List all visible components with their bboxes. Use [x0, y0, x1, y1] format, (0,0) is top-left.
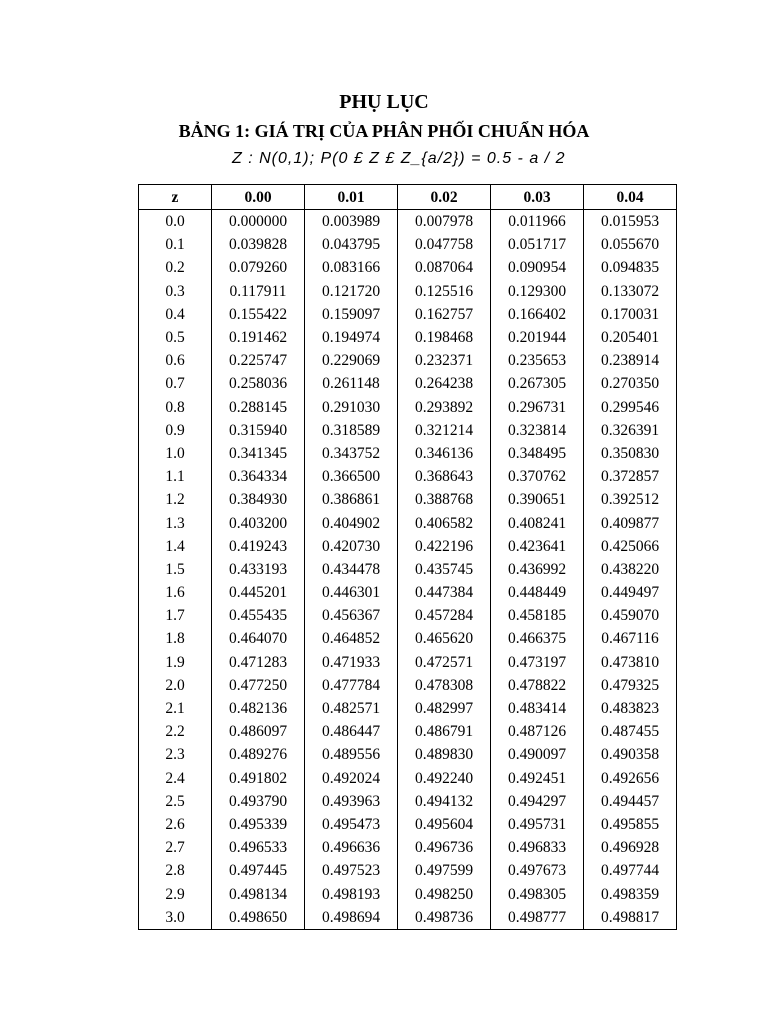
- probability-cell: 0.479325: [584, 674, 677, 697]
- probability-cell: 0.496736: [398, 836, 491, 859]
- probability-cell: 0.492240: [398, 767, 491, 790]
- probability-cell: 0.482571: [305, 697, 398, 720]
- column-header: z: [139, 185, 212, 210]
- table-row: [139, 813, 677, 836]
- z-value-cell: 1.1: [139, 465, 212, 488]
- probability-cell: 0.270350: [584, 372, 677, 395]
- probability-cell: 0.495731: [491, 813, 584, 836]
- probability-cell: 0.472571: [398, 651, 491, 674]
- probability-cell: 0.039828: [212, 233, 305, 256]
- probability-cell: 0.015953: [584, 210, 677, 234]
- table-row: [139, 581, 677, 604]
- probability-cell: 0.464852: [305, 627, 398, 650]
- probability-cell: 0.483823: [584, 697, 677, 720]
- probability-cell: 0.350830: [584, 442, 677, 465]
- probability-cell: 0.229069: [305, 349, 398, 372]
- probability-cell: 0.406582: [398, 511, 491, 534]
- z-value-cell: 0.8: [139, 396, 212, 419]
- probability-cell: 0.491802: [212, 767, 305, 790]
- probability-cell: 0.483414: [491, 697, 584, 720]
- probability-cell: 0.094835: [584, 256, 677, 279]
- probability-cell: 0.458185: [491, 604, 584, 627]
- probability-cell: 0.465620: [398, 627, 491, 650]
- probability-cell: 0.133072: [584, 280, 677, 303]
- probability-cell: 0.386861: [305, 488, 398, 511]
- z-value-cell: 0.3: [139, 280, 212, 303]
- probability-cell: 0.051717: [491, 233, 584, 256]
- table-row: [139, 743, 677, 766]
- table-body: [139, 210, 677, 930]
- probability-cell: 0.490097: [491, 743, 584, 766]
- probability-cell: 0.438220: [584, 558, 677, 581]
- probability-cell: 0.457284: [398, 604, 491, 627]
- probability-cell: 0.494297: [491, 790, 584, 813]
- table-row: [139, 767, 677, 790]
- probability-cell: 0.348495: [491, 442, 584, 465]
- z-value-cell: 1.6: [139, 581, 212, 604]
- probability-cell: 0.370762: [491, 465, 584, 488]
- probability-cell: 0.482136: [212, 697, 305, 720]
- z-value-cell: 1.7: [139, 604, 212, 627]
- probability-cell: 0.404902: [305, 511, 398, 534]
- probability-cell: 0.055670: [584, 233, 677, 256]
- probability-cell: 0.487126: [491, 720, 584, 743]
- probability-cell: 0.315940: [212, 419, 305, 442]
- probability-cell: 0.420730: [305, 535, 398, 558]
- normal-distribution-table: [138, 184, 677, 930]
- table-caption: BẢNG 1: GIÁ TRỊ CỦA PHÂN PHỐI CHUẨN HÓA: [178, 121, 590, 141]
- probability-cell: 0.466375: [491, 627, 584, 650]
- probability-cell: 0.498777: [491, 906, 584, 930]
- table-row: [139, 488, 677, 511]
- probability-cell: 0.477784: [305, 674, 398, 697]
- probability-cell: 0.498694: [305, 906, 398, 930]
- probability-cell: 0.496533: [212, 836, 305, 859]
- probability-cell: 0.384930: [212, 488, 305, 511]
- table-row: [139, 349, 677, 372]
- z-value-cell: 1.0: [139, 442, 212, 465]
- z-value-cell: 2.2: [139, 720, 212, 743]
- probability-cell: 0.493963: [305, 790, 398, 813]
- probability-cell: 0.473810: [584, 651, 677, 674]
- column-header: 0.00: [212, 185, 305, 210]
- probability-cell: 0.326391: [584, 419, 677, 442]
- table-row: [139, 627, 677, 650]
- column-header: 0.02: [398, 185, 491, 210]
- probability-cell: 0.435745: [398, 558, 491, 581]
- probability-cell: 0.492024: [305, 767, 398, 790]
- probability-cell: 0.011966: [491, 210, 584, 234]
- probability-cell: 0.170031: [584, 303, 677, 326]
- probability-cell: 0.205401: [584, 326, 677, 349]
- probability-cell: 0.232371: [398, 349, 491, 372]
- table-row: [139, 604, 677, 627]
- probability-cell: 0.129300: [491, 280, 584, 303]
- probability-cell: 0.422196: [398, 535, 491, 558]
- z-value-cell: 2.9: [139, 882, 212, 905]
- probability-cell: 0.341345: [212, 442, 305, 465]
- probability-cell: 0.489556: [305, 743, 398, 766]
- probability-cell: 0.366500: [305, 465, 398, 488]
- probability-cell: 0.445201: [212, 581, 305, 604]
- probability-cell: 0.498193: [305, 882, 398, 905]
- probability-cell: 0.419243: [212, 535, 305, 558]
- probability-cell: 0.486791: [398, 720, 491, 743]
- probability-cell: 0.261148: [305, 372, 398, 395]
- table-row: [139, 720, 677, 743]
- z-value-cell: 1.3: [139, 511, 212, 534]
- probability-cell: 0.498250: [398, 882, 491, 905]
- probability-cell: 0.117911: [212, 280, 305, 303]
- probability-cell: 0.423641: [491, 535, 584, 558]
- z-value-cell: 0.6: [139, 349, 212, 372]
- z-value-cell: 2.3: [139, 743, 212, 766]
- probability-cell: 0.495473: [305, 813, 398, 836]
- probability-cell: 0.403200: [212, 511, 305, 534]
- page-title: PHỤ LỤC: [339, 91, 429, 113]
- table-row: [139, 419, 677, 442]
- probability-cell: 0.267305: [491, 372, 584, 395]
- probability-cell: 0.471933: [305, 651, 398, 674]
- probability-cell: 0.000000: [212, 210, 305, 234]
- probability-cell: 0.496928: [584, 836, 677, 859]
- probability-cell: 0.364334: [212, 465, 305, 488]
- probability-cell: 0.467116: [584, 627, 677, 650]
- table-row: [139, 836, 677, 859]
- probability-cell: 0.459070: [584, 604, 677, 627]
- probability-cell: 0.388768: [398, 488, 491, 511]
- probability-cell: 0.191462: [212, 326, 305, 349]
- probability-cell: 0.043795: [305, 233, 398, 256]
- probability-cell: 0.498134: [212, 882, 305, 905]
- z-value-cell: 1.9: [139, 651, 212, 674]
- table-row: [139, 674, 677, 697]
- probability-cell: 0.498359: [584, 882, 677, 905]
- table-row: [139, 442, 677, 465]
- z-value-cell: 1.8: [139, 627, 212, 650]
- probability-cell: 0.258036: [212, 372, 305, 395]
- z-value-cell: 2.4: [139, 767, 212, 790]
- probability-cell: 0.496636: [305, 836, 398, 859]
- probability-cell: 0.486097: [212, 720, 305, 743]
- probability-cell: 0.087064: [398, 256, 491, 279]
- probability-cell: 0.478822: [491, 674, 584, 697]
- z-value-cell: 2.1: [139, 697, 212, 720]
- table-row: [139, 558, 677, 581]
- table-row: [139, 303, 677, 326]
- table-row: [139, 210, 677, 234]
- probability-cell: 0.471283: [212, 651, 305, 674]
- probability-cell: 0.323814: [491, 419, 584, 442]
- table-row: [139, 326, 677, 349]
- z-value-cell: 1.2: [139, 488, 212, 511]
- probability-cell: 0.489830: [398, 743, 491, 766]
- z-value-cell: 0.0: [139, 210, 212, 234]
- probability-cell: 0.434478: [305, 558, 398, 581]
- probability-cell: 0.162757: [398, 303, 491, 326]
- z-value-cell: 0.9: [139, 419, 212, 442]
- z-value-cell: 0.7: [139, 372, 212, 395]
- probability-cell: 0.478308: [398, 674, 491, 697]
- table-row: [139, 535, 677, 558]
- z-value-cell: 2.0: [139, 674, 212, 697]
- probability-cell: 0.047758: [398, 233, 491, 256]
- probability-cell: 0.293892: [398, 396, 491, 419]
- probability-cell: 0.447384: [398, 581, 491, 604]
- probability-cell: 0.155422: [212, 303, 305, 326]
- probability-cell: 0.493790: [212, 790, 305, 813]
- z-value-cell: 1.5: [139, 558, 212, 581]
- probability-cell: 0.296731: [491, 396, 584, 419]
- probability-cell: 0.007978: [398, 210, 491, 234]
- probability-cell: 0.486447: [305, 720, 398, 743]
- probability-cell: 0.495339: [212, 813, 305, 836]
- probability-cell: 0.264238: [398, 372, 491, 395]
- probability-cell: 0.194974: [305, 326, 398, 349]
- table-row: [139, 651, 677, 674]
- table-row: [139, 256, 677, 279]
- formula: Z : N(0,1); P(0 £ Z £ Z_{a/2}) = 0.5 - a / 2: [232, 150, 566, 167]
- probability-cell: 0.392512: [584, 488, 677, 511]
- probability-cell: 0.408241: [491, 511, 584, 534]
- probability-cell: 0.198468: [398, 326, 491, 349]
- probability-cell: 0.079260: [212, 256, 305, 279]
- probability-cell: 0.477250: [212, 674, 305, 697]
- table-row: [139, 233, 677, 256]
- probability-cell: 0.498305: [491, 882, 584, 905]
- probability-cell: 0.433193: [212, 558, 305, 581]
- table-row: [139, 280, 677, 303]
- z-value-cell: 0.4: [139, 303, 212, 326]
- probability-cell: 0.497445: [212, 859, 305, 882]
- table-row: [139, 396, 677, 419]
- probability-cell: 0.497673: [491, 859, 584, 882]
- probability-cell: 0.083166: [305, 256, 398, 279]
- probability-cell: 0.482997: [398, 697, 491, 720]
- probability-cell: 0.494457: [584, 790, 677, 813]
- probability-cell: 0.225747: [212, 349, 305, 372]
- probability-cell: 0.446301: [305, 581, 398, 604]
- z-value-cell: 2.7: [139, 836, 212, 859]
- probability-cell: 0.368643: [398, 465, 491, 488]
- probability-cell: 0.121720: [305, 280, 398, 303]
- probability-cell: 0.159097: [305, 303, 398, 326]
- probability-cell: 0.346136: [398, 442, 491, 465]
- table-row: [139, 697, 677, 720]
- table-header-row: [139, 185, 677, 210]
- table-row: [139, 511, 677, 534]
- probability-cell: 0.498817: [584, 906, 677, 930]
- z-value-cell: 2.5: [139, 790, 212, 813]
- table-row: [139, 906, 677, 930]
- table-row: [139, 372, 677, 395]
- probability-cell: 0.343752: [305, 442, 398, 465]
- probability-cell: 0.490358: [584, 743, 677, 766]
- probability-cell: 0.456367: [305, 604, 398, 627]
- table-row: [139, 882, 677, 905]
- probability-cell: 0.425066: [584, 535, 677, 558]
- probability-cell: 0.495855: [584, 813, 677, 836]
- probability-cell: 0.497744: [584, 859, 677, 882]
- probability-cell: 0.492656: [584, 767, 677, 790]
- table-row: [139, 465, 677, 488]
- probability-cell: 0.125516: [398, 280, 491, 303]
- probability-cell: 0.449497: [584, 581, 677, 604]
- probability-cell: 0.235653: [491, 349, 584, 372]
- probability-cell: 0.201944: [491, 326, 584, 349]
- z-value-cell: 0.5: [139, 326, 212, 349]
- probability-cell: 0.497523: [305, 859, 398, 882]
- column-header: 0.01: [305, 185, 398, 210]
- probability-cell: 0.390651: [491, 488, 584, 511]
- probability-cell: 0.498650: [212, 906, 305, 930]
- probability-cell: 0.494132: [398, 790, 491, 813]
- probability-cell: 0.448449: [491, 581, 584, 604]
- z-value-cell: 0.1: [139, 233, 212, 256]
- probability-cell: 0.436992: [491, 558, 584, 581]
- probability-cell: 0.455435: [212, 604, 305, 627]
- probability-cell: 0.090954: [491, 256, 584, 279]
- probability-cell: 0.003989: [305, 210, 398, 234]
- z-value-cell: 2.8: [139, 859, 212, 882]
- column-header: 0.03: [491, 185, 584, 210]
- z-value-cell: 3.0: [139, 906, 212, 930]
- probability-cell: 0.487455: [584, 720, 677, 743]
- probability-cell: 0.321214: [398, 419, 491, 442]
- probability-cell: 0.372857: [584, 465, 677, 488]
- table-row: [139, 790, 677, 813]
- probability-cell: 0.492451: [491, 767, 584, 790]
- probability-cell: 0.489276: [212, 743, 305, 766]
- column-header: 0.04: [584, 185, 677, 210]
- probability-cell: 0.495604: [398, 813, 491, 836]
- probability-cell: 0.497599: [398, 859, 491, 882]
- probability-cell: 0.473197: [491, 651, 584, 674]
- z-value-cell: 2.6: [139, 813, 212, 836]
- probability-cell: 0.496833: [491, 836, 584, 859]
- probability-cell: 0.498736: [398, 906, 491, 930]
- probability-cell: 0.464070: [212, 627, 305, 650]
- probability-cell: 0.291030: [305, 396, 398, 419]
- probability-cell: 0.288145: [212, 396, 305, 419]
- table-row: [139, 859, 677, 882]
- probability-cell: 0.299546: [584, 396, 677, 419]
- probability-cell: 0.409877: [584, 511, 677, 534]
- z-value-cell: 1.4: [139, 535, 212, 558]
- probability-cell: 0.318589: [305, 419, 398, 442]
- z-value-cell: 0.2: [139, 256, 212, 279]
- probability-cell: 0.238914: [584, 349, 677, 372]
- probability-cell: 0.166402: [491, 303, 584, 326]
